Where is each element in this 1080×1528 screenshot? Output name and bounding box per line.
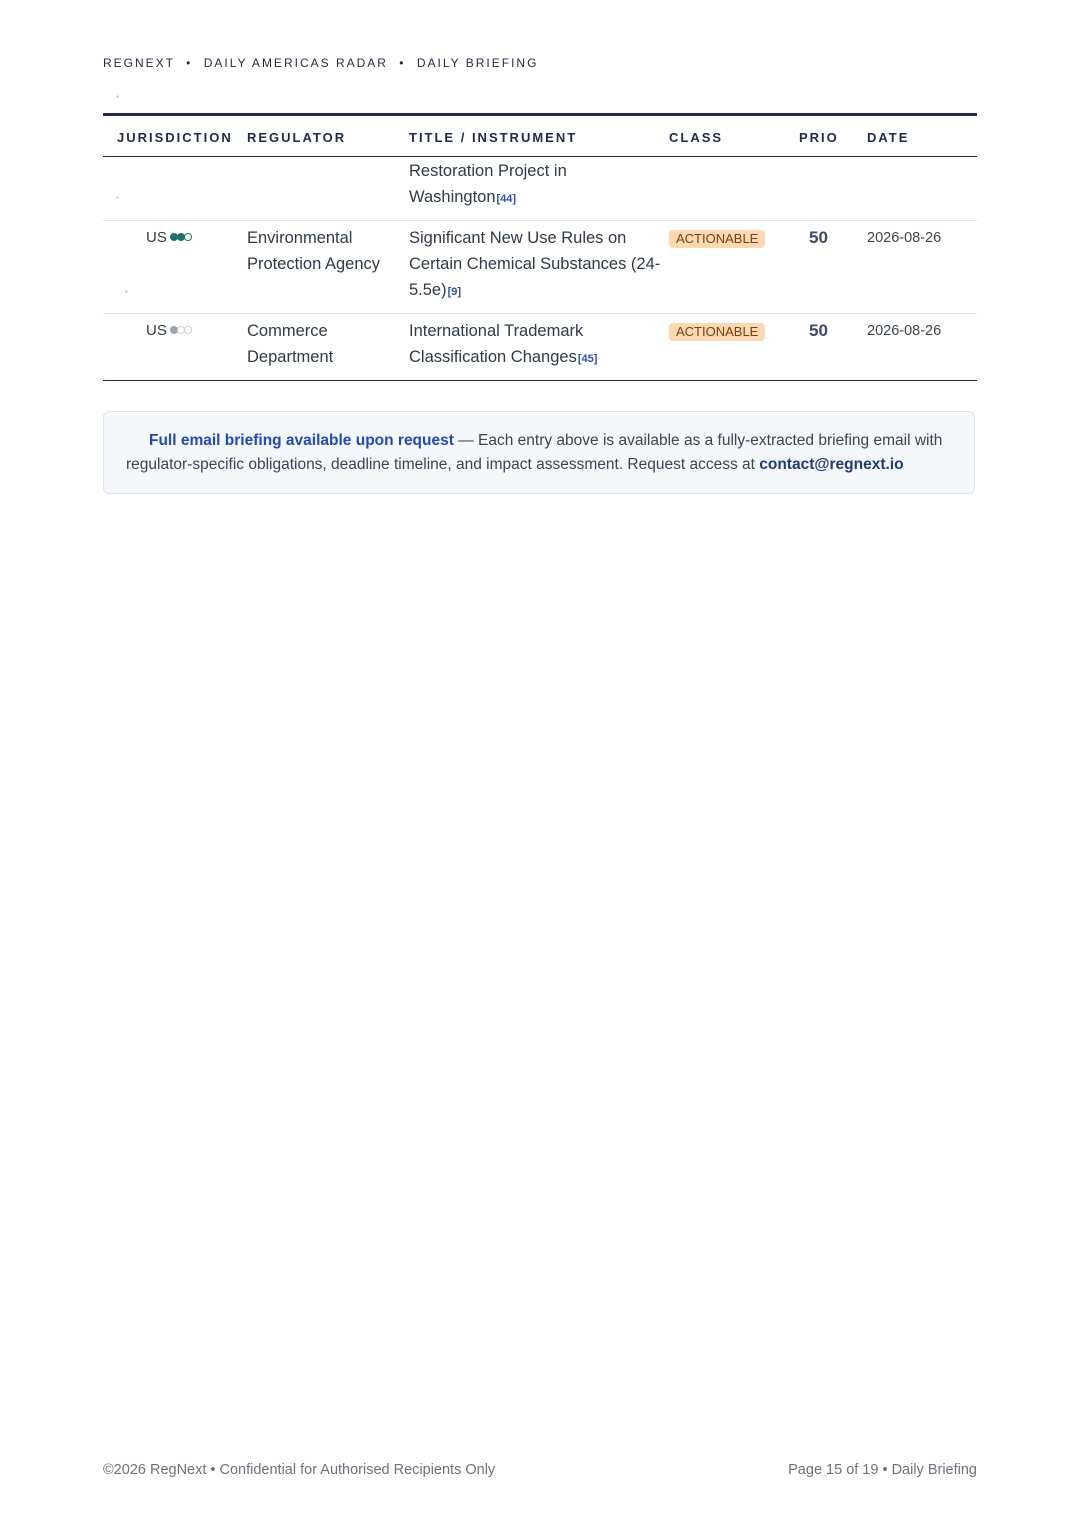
prio-cell: 50	[809, 321, 828, 340]
briefing-request-note	[103, 411, 975, 494]
contact-email-link[interactable]: contact@regnext.io	[759, 456, 904, 473]
regulatory-table	[103, 113, 977, 381]
date-cell: 2026-08-26	[867, 323, 942, 339]
table-row	[103, 157, 977, 221]
note-lead: Full email briefing available upon request	[149, 432, 454, 449]
footer-copyright: ©2026 RegNext • Confidential for Authorised Recipients Only	[103, 1462, 496, 1478]
title-text: International Trademark Classification Changes	[409, 322, 584, 366]
class-cell	[669, 314, 799, 381]
column-header-class: CLASS	[669, 130, 724, 145]
column-header-title: TITLE / INSTRUMENT	[409, 130, 578, 145]
reference-link[interactable]: [44]	[496, 193, 517, 205]
column-header-prio: PRIO	[799, 130, 839, 145]
class-badge: ACTIONABLE	[669, 323, 765, 341]
header-section: DAILY AMERICAS RADAR	[203, 56, 388, 70]
title-cell	[409, 314, 669, 381]
date-cell: 2026-08-26	[867, 230, 942, 246]
table-row	[103, 314, 977, 381]
column-header-regulator: REGULATOR	[247, 130, 347, 145]
header-doc-type: DAILY BRIEFING	[416, 56, 539, 70]
regulator-cell: Commerce Department	[247, 322, 334, 366]
column-header-jurisdiction: JURISDICTION	[117, 130, 233, 145]
title-line: Restoration Project in	[409, 162, 567, 180]
header-brand: REGNEXT	[103, 56, 175, 70]
reference-link[interactable]: [9]	[447, 286, 462, 298]
table-header-row	[103, 115, 977, 157]
table-row	[103, 221, 977, 314]
class-badge: ACTIONABLE	[669, 230, 765, 248]
page-header	[103, 56, 538, 70]
header-separator: •	[186, 56, 193, 70]
row-marker-icon: ▪	[125, 287, 128, 296]
header-separator: •	[399, 56, 406, 70]
confidence-dots-icon	[170, 317, 191, 343]
row-marker-icon: ▪	[116, 92, 119, 101]
title-cell	[409, 221, 669, 314]
footer-page-info: Page 15 of 19 • Daily Briefing	[788, 1462, 977, 1478]
title-cell	[409, 157, 669, 221]
title-text: Significant New Use Rules on Certain Chemical Substances (24-5.5e)	[409, 229, 661, 299]
regulator-cell: Environmental Protection Agency	[247, 229, 380, 273]
jurisdiction-cell	[103, 221, 247, 314]
row-marker-icon: ▪	[116, 193, 119, 202]
jurisdiction-label: US	[146, 322, 167, 339]
note-body: — Each entry above is available as a fully-extracted briefing email with regulator-specific obligations, deadline timeline, and impact assessment. Request access at	[126, 432, 943, 473]
column-header-date: DATE	[867, 130, 910, 145]
prio-cell: 50	[809, 228, 828, 247]
jurisdiction-label: US	[146, 229, 167, 246]
reference-link[interactable]: [45]	[577, 353, 598, 365]
class-cell	[669, 221, 799, 314]
jurisdiction-cell	[103, 314, 247, 381]
title-line: Washington	[409, 188, 496, 206]
confidence-dots-icon	[170, 224, 191, 250]
